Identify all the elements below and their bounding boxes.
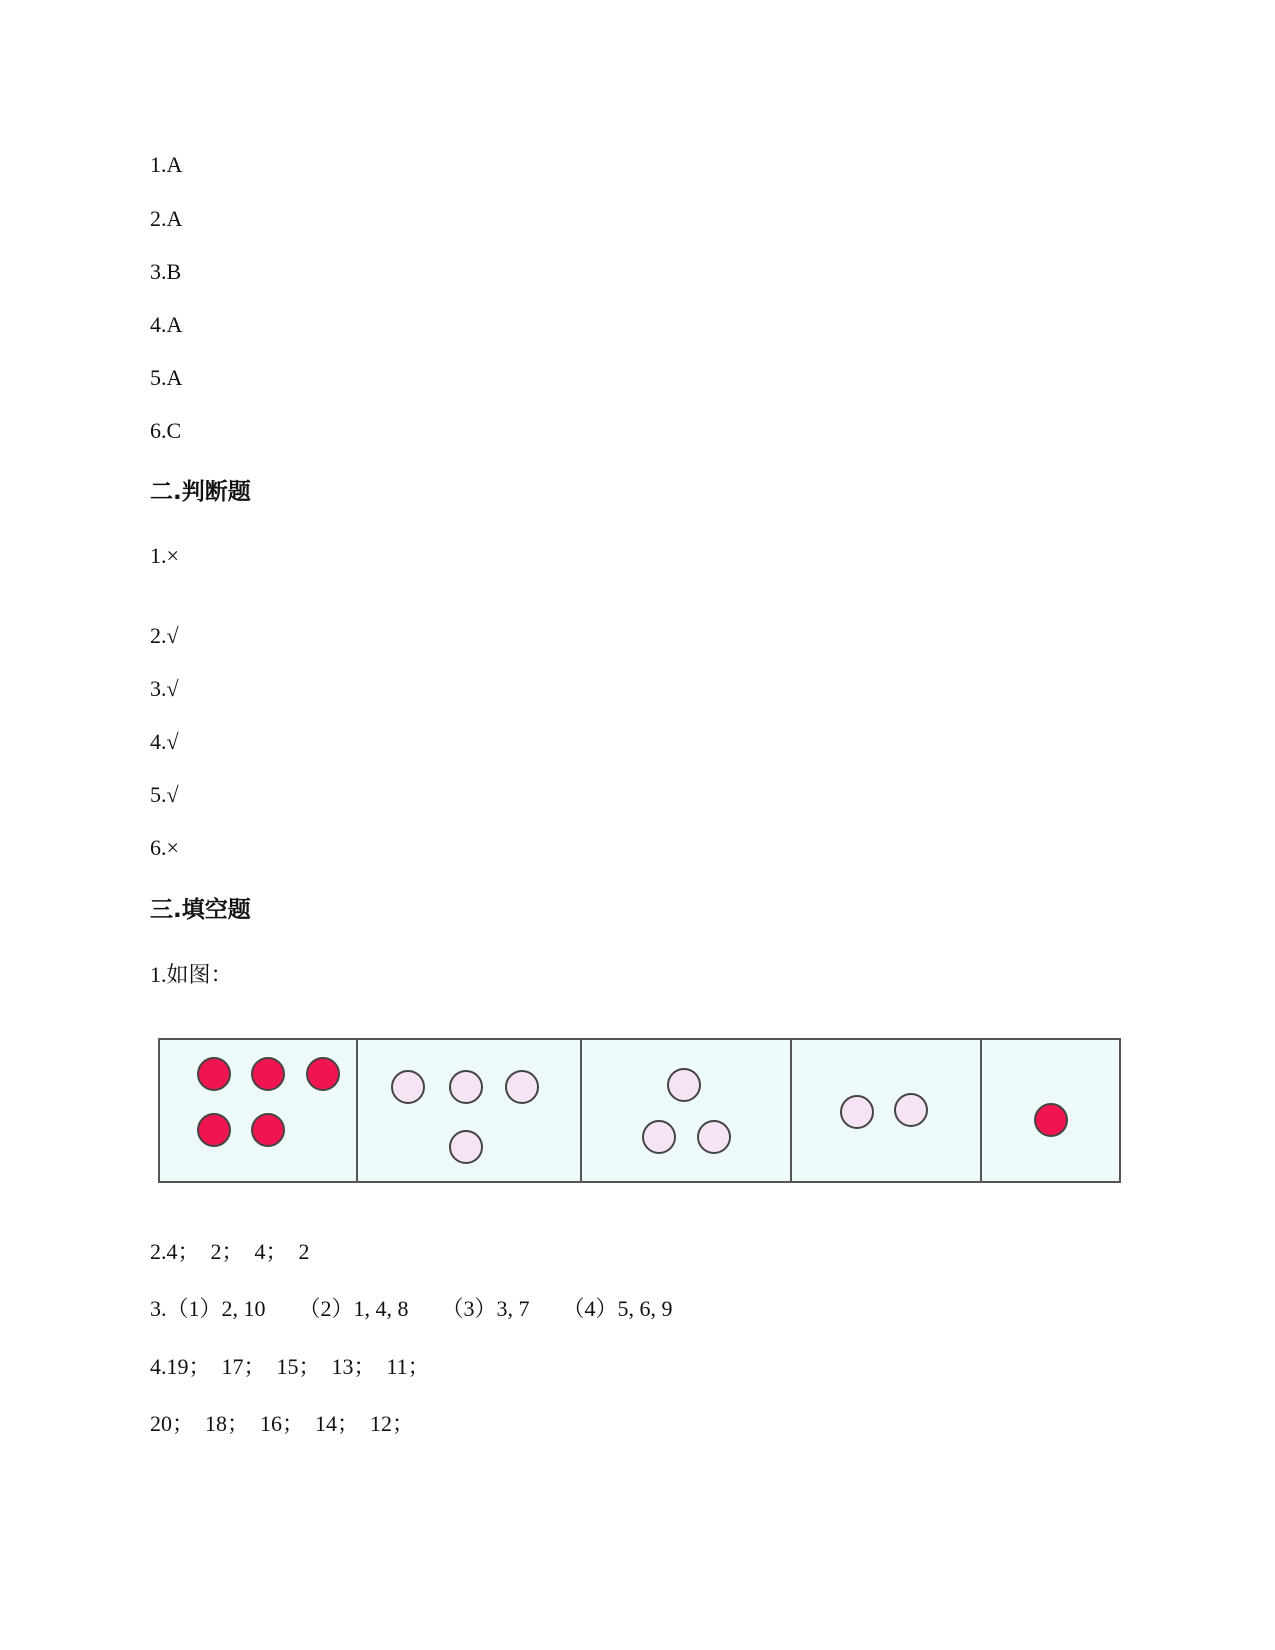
choice-answer-5: 5.A <box>150 365 183 390</box>
choice-answer-2: 2.A <box>150 206 183 231</box>
choice-answer-3: 3.B <box>150 259 182 284</box>
empty-dot <box>391 1070 425 1104</box>
judgment-answer-6: 6.× <box>150 835 179 860</box>
judgment-answer-5: 5.√ <box>150 782 179 807</box>
judgment-answer-4: 4.√ <box>150 729 179 754</box>
empty-dot <box>894 1093 928 1127</box>
dot-group-2 <box>358 1040 582 1181</box>
empty-dot <box>449 1130 483 1164</box>
fill-question-1: 1.如图： <box>150 962 233 987</box>
dot-group-1 <box>160 1040 358 1181</box>
section-fill-title: 三.填空题 <box>150 897 251 923</box>
filled-dot <box>197 1113 231 1147</box>
choice-answer-1: 1.A <box>150 152 183 177</box>
filled-dot <box>306 1057 340 1091</box>
dot-groups-figure <box>158 1038 1121 1183</box>
dot-group-4 <box>792 1040 982 1181</box>
choice-answer-6: 6.C <box>150 418 182 443</box>
empty-dot <box>697 1120 731 1154</box>
empty-dot <box>840 1095 874 1129</box>
fill-question-3: 3.（1）2, 10 （2）1, 4, 8 （3）3, 7 （4）5, 6, 9 <box>150 1296 673 1321</box>
empty-dot <box>449 1070 483 1104</box>
empty-dot <box>505 1070 539 1104</box>
judgment-answer-2: 2.√ <box>150 623 179 648</box>
filled-dot <box>1034 1103 1068 1137</box>
filled-dot <box>251 1057 285 1091</box>
choice-answer-4: 4.A <box>150 312 183 337</box>
empty-dot <box>642 1120 676 1154</box>
filled-dot <box>197 1057 231 1091</box>
filled-dot <box>251 1113 285 1147</box>
fill-question-2: 2.4； 2； 4； 2 <box>150 1239 310 1264</box>
dot-group-5 <box>982 1040 1119 1181</box>
judgment-answer-1: 1.× <box>150 543 179 568</box>
judgment-answer-3: 3.√ <box>150 676 179 701</box>
section-judgment-title: 二.判断题 <box>150 479 251 505</box>
fill-question-4-line-2: 20； 18； 16； 14； 12； <box>150 1411 415 1436</box>
dot-group-3 <box>582 1040 792 1181</box>
empty-dot <box>667 1068 701 1102</box>
fill-question-4-line-1: 4.19； 17； 15； 13； 11； <box>150 1354 430 1379</box>
